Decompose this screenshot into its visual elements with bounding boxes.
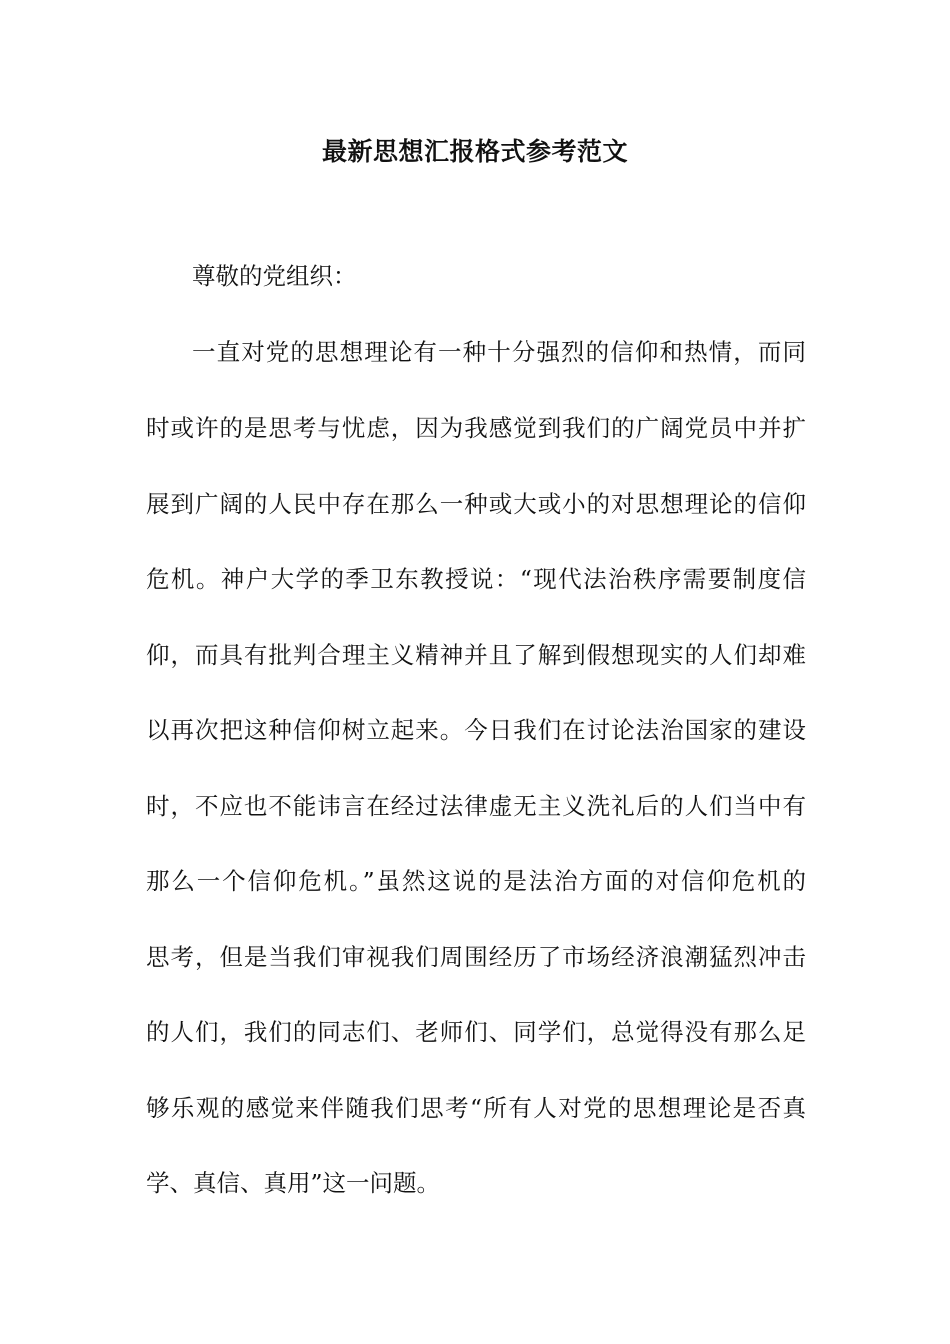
paragraph-line: 学、真信、真用”这一问题。 — [146, 1169, 441, 1197]
document-title: 最新思想汇报格式参考范文 — [321, 137, 628, 166]
salutation: 尊敬的党组织： — [192, 262, 357, 290]
paragraph-line: 危机。神户大学的季卫东教授说：“现代法治秩序需要制度信 — [146, 565, 806, 593]
paragraph-line: 思考，但是当我们审视我们周围经历了市场经济浪潮猛烈冲击 — [146, 943, 806, 971]
paragraph-line: 那么一个信仰危机。”虽然这说的是法治方面的对信仰危机的 — [146, 867, 806, 895]
paragraph-line: 一直对党的思想理论有一种十分强烈的信仰和热情，而同 — [192, 338, 806, 366]
paragraph-line: 展到广阔的人民中存在那么一种或大或小的对思想理论的信仰 — [146, 490, 806, 518]
paragraph-line: 的人们，我们的同志们、老师们、同学们，总觉得没有那么足 — [146, 1018, 806, 1046]
paragraph-line: 时，不应也不能讳言在经过法律虚无主义洗礼后的人们当中有 — [146, 792, 806, 820]
paragraph-line: 以再次把这种信仰树立起来。今日我们在讨论法治国家的建设 — [146, 716, 806, 744]
paragraph-line: 时或许的是思考与忧虑，因为我感觉到我们的广阔党员中并扩 — [146, 414, 806, 442]
paragraph-line: 仰，而具有批判合理主义精神并且了解到假想现实的人们却难 — [146, 641, 806, 669]
paragraph-line: 够乐观的感觉来伴随我们思考“所有人对党的思想理论是否真 — [146, 1094, 806, 1122]
